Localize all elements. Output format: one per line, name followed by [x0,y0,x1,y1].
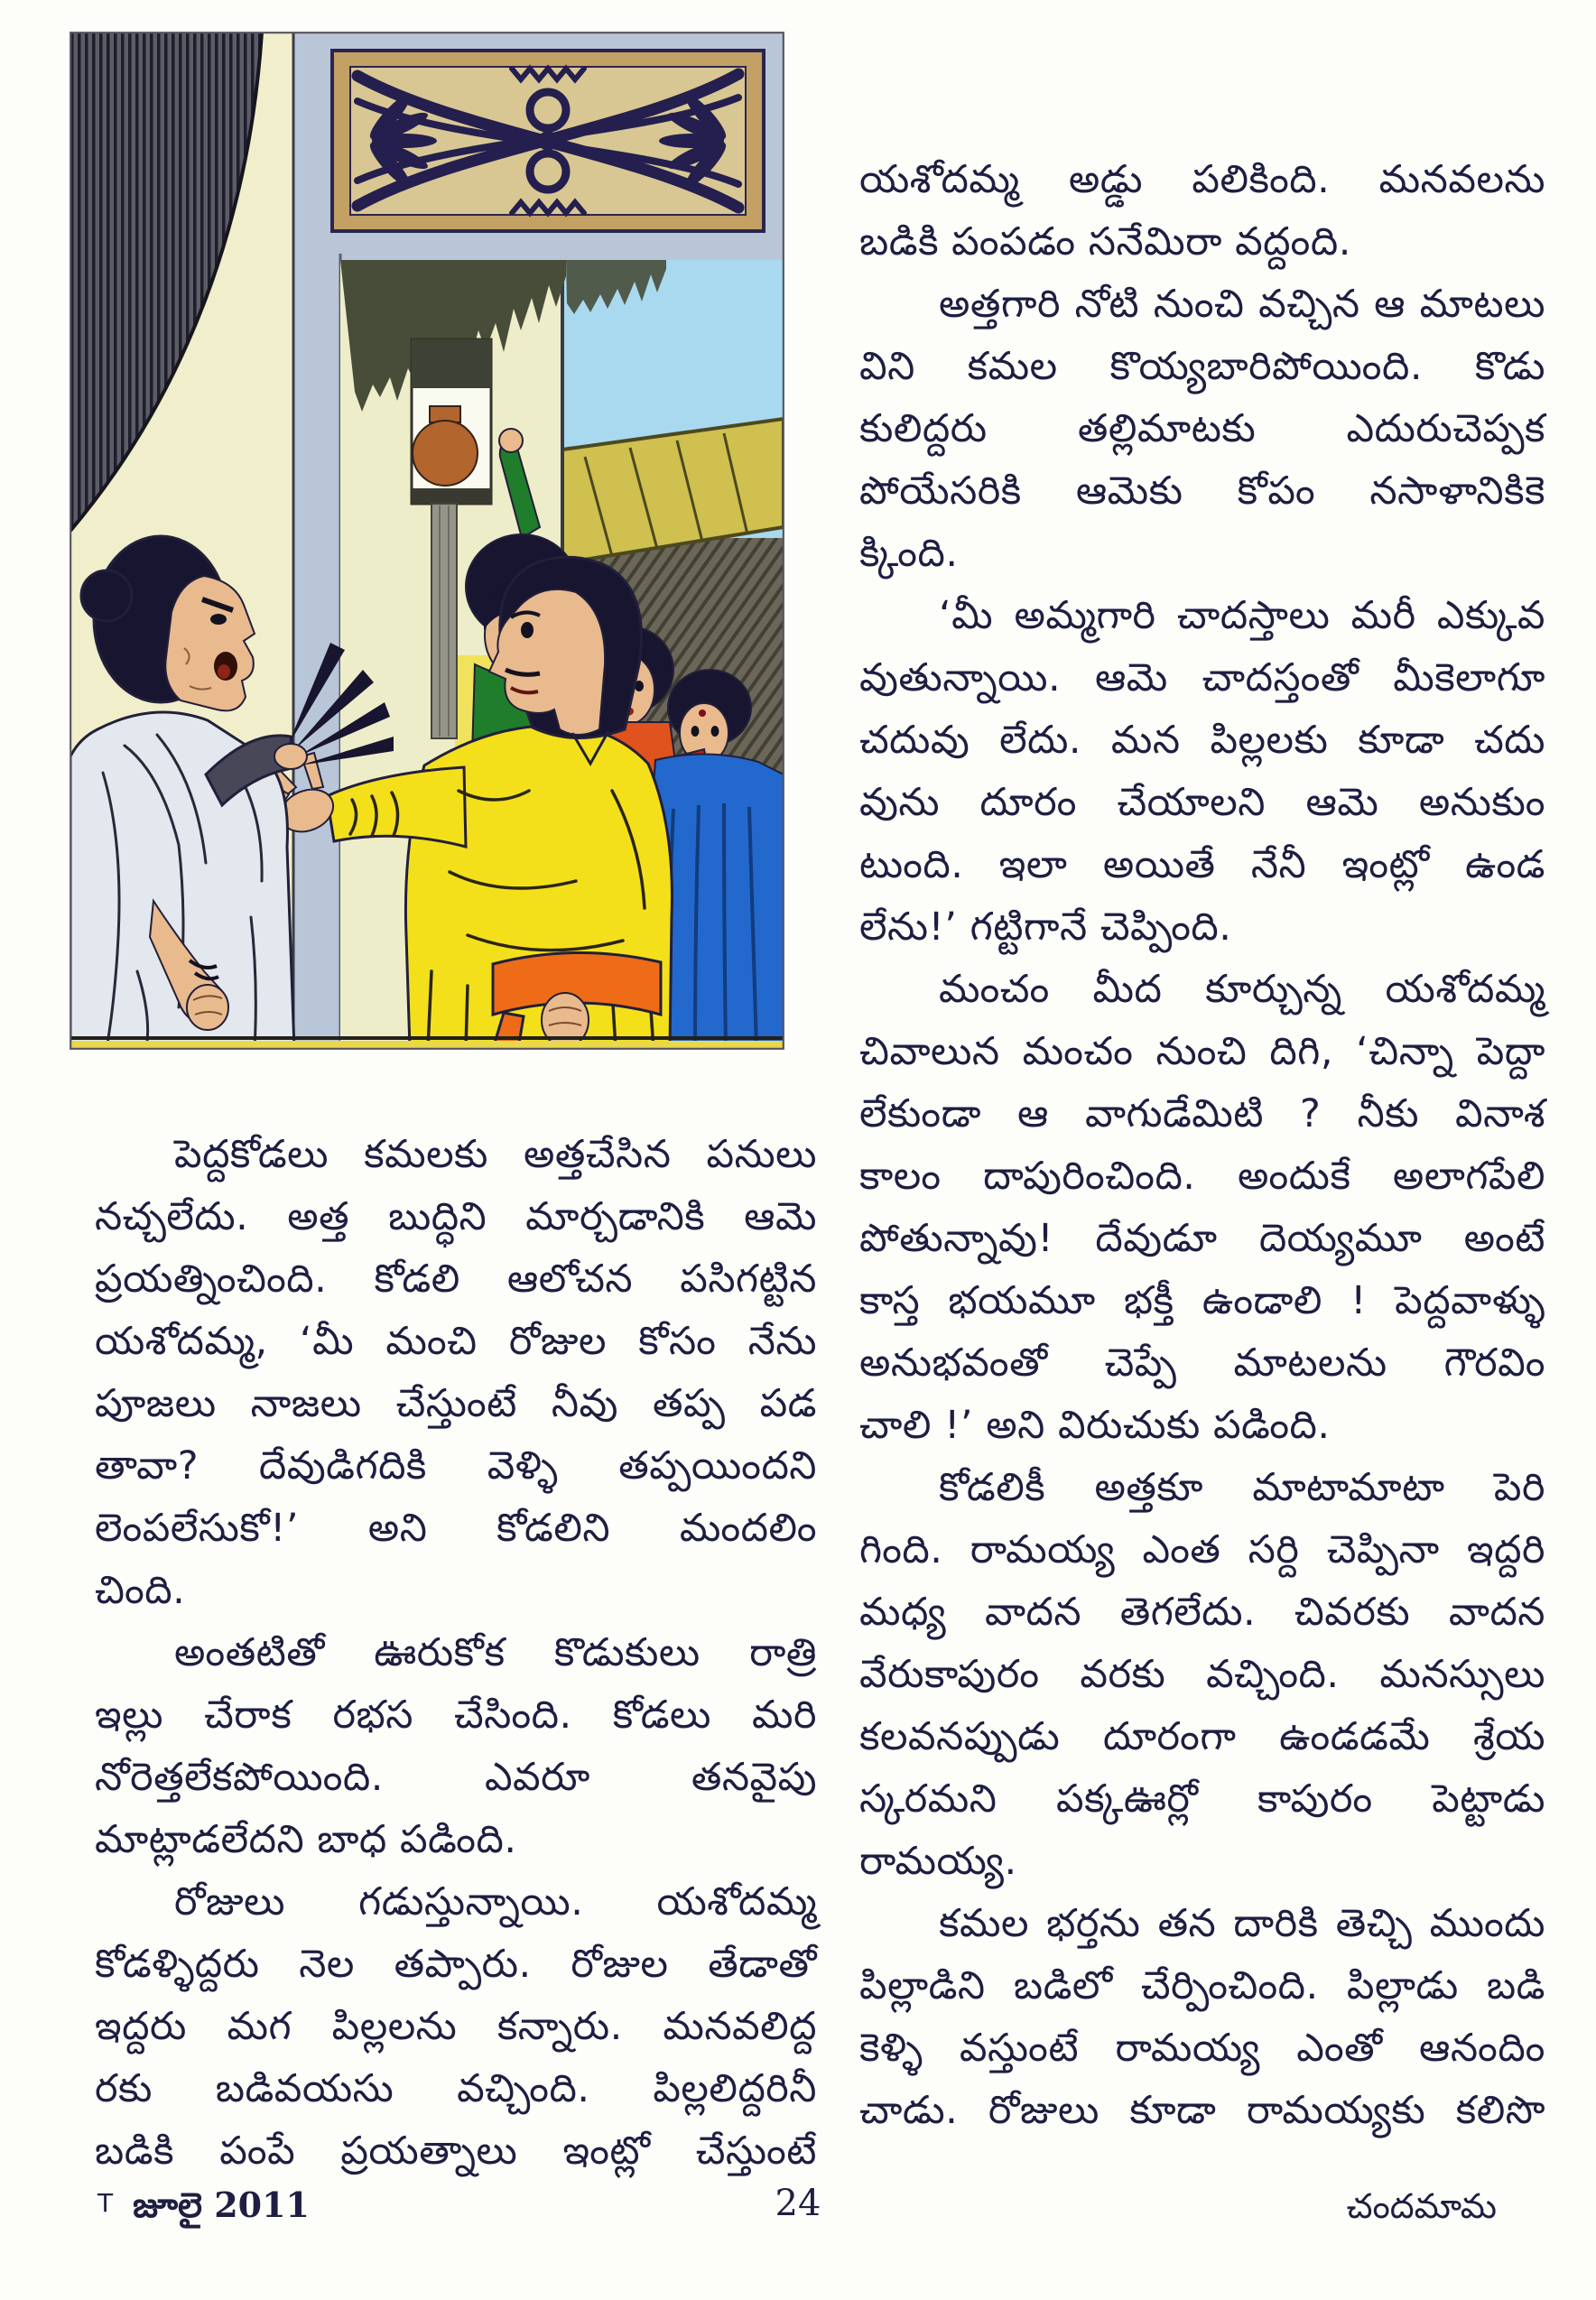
text-line: వుతున్నాయి. ఆమె చాదస్తంతో మీకెలాగూ [859,655,1545,700]
text-line: అనుభవంతో చెప్పే మాటలను గౌరవిం [859,1340,1545,1386]
story-illustration [70,32,784,1049]
text-line: పెద్దకోడలు కమలకు అత్తచేసిన పనులు [174,1132,817,1177]
text-line: బడికి పంపడం సనేమిరా వద్దంది. [859,219,1351,264]
text-line: కోడళ్ళిద్దరు నెల తప్పారు. రోజుల తేడాతో [95,1942,817,1987]
text-line: చివాలున మంచం నుంచి దిగి, ‘చిన్నా పెద్దా [859,1029,1545,1074]
footer-mark: T [97,2188,114,2218]
text-line: మంచం మీద కూర్చున్న యశోదమ్మ [939,967,1545,1012]
text-line: టుంది. ఇలా అయితే నేనీ ఇంట్లో ఉండ [859,842,1545,887]
text-line: చాడు. రోజులు కూడా రామయ్యకు కలిసొ [859,2088,1545,2133]
text-line: తావా? దేవుడిగదికి వెళ్ళి తప్పయిందని [95,1443,817,1489]
story-illustration-art [70,32,784,1049]
hair-bun [81,570,132,621]
footer-magazine-name: చందమామ [1346,2186,1497,2226]
text-line: చింది. [95,1568,186,1613]
text-line: కాస్త భయమూ భక్తీ ఉండాలి ! పెద్దవాళ్ళు [859,1278,1545,1323]
text-line: ఇద్దరు మగ పిల్లలను కన్నారు. మనవలిద్ద [95,2004,817,2049]
text-line: ప్రయత్నించింది. కోడలి ఆలోచన పసిగట్టిన [95,1257,817,1302]
text-line: గింది. రామయ్య ఎంత సర్ది చెప్పినా ఇద్దరి [859,1527,1545,1572]
footer-page-number: 24 [775,2183,821,2224]
text-line: కెళ్ళి వస్తుంటే రామయ్య ఎంతో ఆనందిం [859,2026,1545,2071]
text-line: నోరెత్తలేకపోయింది. ఎవరూ తనవైపు [95,1755,817,1800]
left-text-column [95,1124,817,2183]
text-line: మధ్య వాదన తెగలేదు. చివరకు వాదన [859,1590,1545,1635]
text-line: కలవనప్పుడు దూరంగా ఉండడమే శ్రేయ [859,1714,1545,1759]
text-line: స్కరమని పక్కఊర్లో కాపురం పెట్టాడు [859,1776,1545,1822]
wooden-post [431,504,457,738]
text-line: చదువు లేదు. మన పిల్లలకు కూడా చదు [859,718,1545,763]
text-line: పిల్లాడిని బడిలో చేర్పించింది. పిల్లాడు బడి [859,1963,1545,2008]
text-line: క్కింది. [859,531,959,576]
text-line: కోడలికీ అత్తకూ మాటామాటా పెరి [939,1465,1545,1510]
text-line: పోయేసరికి ఆమెకు కోపం నసాళానికికె [859,468,1545,514]
text-line: రోజులు గడుస్తున్నాయి. యశోదమ్మ [174,1879,817,1924]
text-line: మాట్లాడలేదని బాధ పడింది. [95,1817,517,1862]
text-line: యశోదమ్మ, ‘మీ మంచి రోజుల కోసం నేను [95,1319,817,1364]
text-line: ‘మీ అమ్మగారి చాదస్తాలు మరీ ఎక్కువ [939,593,1545,638]
text-line: చాలి !’ అని విరుచుకు పడింది. [859,1403,1331,1448]
text-line: అత్తగారి నోటి నుంచి వచ్చిన ఆ మాటలు [939,282,1545,327]
text-line: యశోదమ్మ అడ్డు పలికింది. మనవలను [859,157,1545,202]
text-line: లేకుండా ఆ వాగుడేమిటి ? నీకు వినాశ [859,1091,1545,1136]
text-line: నచ్చలేదు. అత్త బుద్ధిని మార్చడానికి ఆమె [95,1194,817,1239]
text-line: లేను!’ గట్టిగానే చెప్పింది. [859,904,1232,950]
text-line: కులిద్దరు తల్లిమాటకు ఎదురుచెప్పక [859,406,1545,451]
text-line: వును దూరం చేయాలని ఆమె అనుకుం [859,780,1545,825]
text-line: రామయ్య. [859,1839,1017,1884]
text-line: కాలం దాపురించింది. అందుకే అలాగపేలి [859,1154,1545,1199]
text-line: బడికి పంపే ప్రయత్నాలు ఇంట్లో చేస్తుంటే [95,2128,817,2174]
text-line: పోతున్నావు! దేవుడూ దెయ్యమూ అంటే [859,1216,1545,1261]
wall-niche [412,339,491,504]
footer-issue-date: జూలై 2011 [133,2184,310,2225]
text-line: కమల భర్తను తన దారికి తెచ్చి ముందు [939,1901,1545,1946]
carved-lintel-panel [332,51,764,231]
text-line: పూజలు నాజలు చేస్తుంటే నీవు తప్ప పడ [95,1381,817,1426]
right-text-column [859,149,1545,2142]
text-line: విని కమల కొయ్యబారిపోయింది. కొడు [859,344,1545,389]
text-line: వేరుకాపురం వరకు వచ్చింది. మనస్సులు [859,1652,1545,1697]
text-line: అంతటితో ఊరుకోక కొడుకులు రాత్రి [174,1630,817,1675]
pot-icon [413,421,478,486]
page-footer [0,2174,1596,2255]
text-line: ఇల్లు చేరాక రభస చేసింది. కోడలు మరి [95,1693,817,1738]
text-line: లెంపలేసుకో!’ అని కోడలిని మందలిం [95,1506,817,1551]
text-line: రకు బడివయసు వచ్చింది. పిల్లలిద్దరినీ [95,2066,817,2111]
